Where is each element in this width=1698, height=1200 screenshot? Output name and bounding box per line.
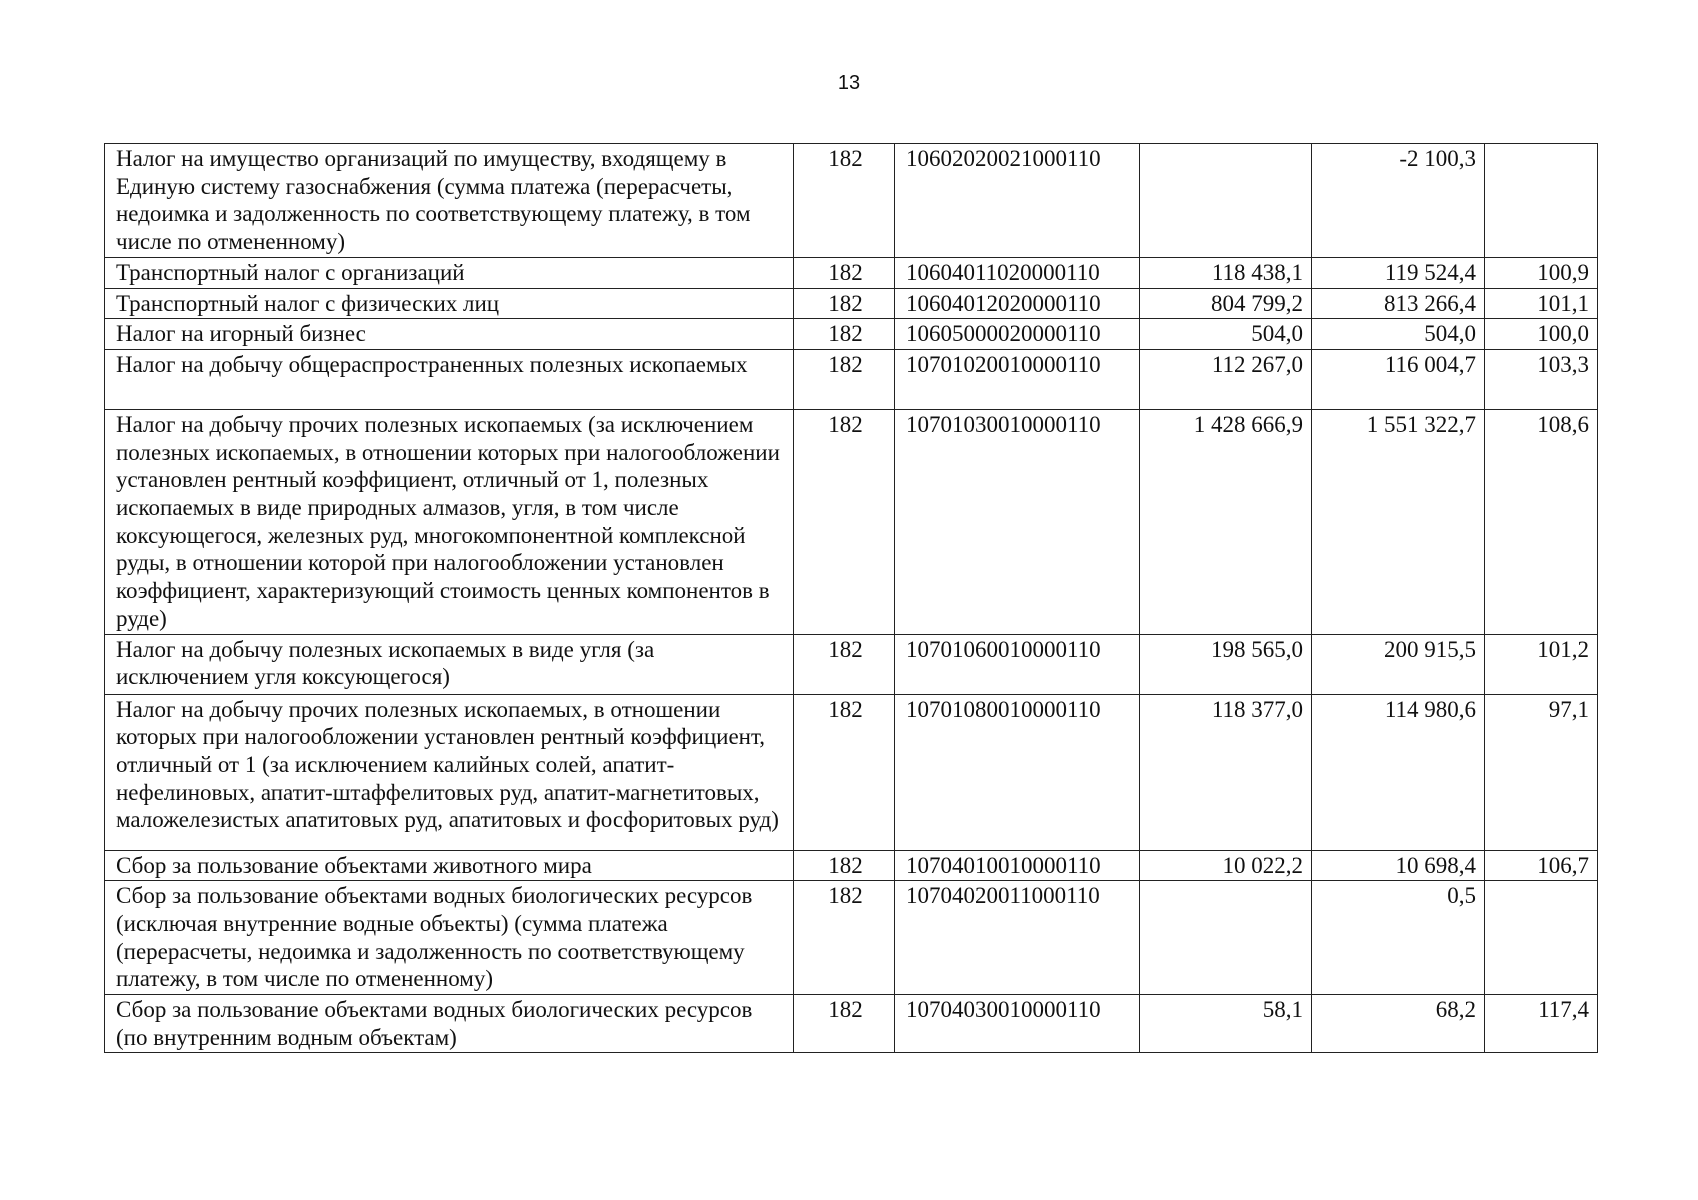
actual-amount-cell: 119 524,4 [1312, 257, 1485, 288]
percent-cell [1485, 144, 1598, 258]
tax-name-cell: Налог на добычу прочих полезных ископаемых (за исключением полезных ископаемых, в отношении которых при налогообложении установлен рентный коэффициент, отличный от 1, полезных ископаемых в виде природных алмазов, угля, в том числе коксующегося, железных руд, многокомпонентной комплексной руды, в отношении которой при налогообложении установлен коэффициент, характеризующий стоимость ценных компонентов в руде) [105, 409, 794, 634]
table-row [105, 349, 1598, 409]
percent-cell: 100,0 [1485, 319, 1598, 350]
admin-code-cell: 182 [794, 144, 895, 258]
plan-amount-cell: 58,1 [1140, 995, 1312, 1053]
actual-amount-cell: 10 698,4 [1312, 850, 1485, 881]
tax-name-cell: Налог на имущество организаций по имуществу, входящему в Единую систему газоснабжения (сумма платежа (перерасчеты, недоимка и задолженность по соответствующему платежу, в том числе по отмененному) [105, 144, 794, 258]
admin-code-cell: 182 [794, 349, 895, 409]
admin-code-cell: 182 [794, 694, 895, 850]
percent-cell: 101,1 [1485, 288, 1598, 319]
actual-amount-cell: 114 980,6 [1312, 694, 1485, 850]
actual-amount-cell: 200 915,5 [1312, 634, 1485, 694]
table-row [105, 288, 1598, 319]
table-row [105, 409, 1598, 634]
budget-code-cell: 10604011020000110 [895, 257, 1140, 288]
table-row [105, 850, 1598, 881]
tax-name-cell: Налог на игорный бизнес [105, 319, 794, 350]
plan-amount-cell: 118 377,0 [1140, 694, 1312, 850]
table-row [105, 694, 1598, 850]
admin-code-cell: 182 [794, 881, 895, 995]
admin-code-cell: 182 [794, 850, 895, 881]
budget-code-cell: 10701030010000110 [895, 409, 1140, 634]
page-number: 13 [837, 72, 861, 94]
budget-code-cell: 10604012020000110 [895, 288, 1140, 319]
percent-cell: 117,4 [1485, 995, 1598, 1053]
budget-code-cell: 10701080010000110 [895, 694, 1140, 850]
plan-amount-cell: 118 438,1 [1140, 257, 1312, 288]
actual-amount-cell: 813 266,4 [1312, 288, 1485, 319]
plan-amount-cell [1140, 144, 1312, 258]
tax-name-cell: Налог на добычу прочих полезных ископаемых, в отношении которых при налогообложении установлен рентный коэффициент, отличный от 1 (за исключением калийных солей, апатит-нефелиновых, апатит-штаффелитовых руд, апатит-магнетитовых, маложелезистых апатитовых руд, апатитовых и фосфоритовых руд) [105, 694, 794, 850]
table-row [105, 144, 1598, 258]
actual-amount-cell: 0,5 [1312, 881, 1485, 995]
actual-amount-cell: 116 004,7 [1312, 349, 1485, 409]
tax-name-cell: Сбор за пользование объектами водных биологических ресурсов (по внутренним водным объектам) [105, 995, 794, 1053]
tax-name-cell: Налог на добычу полезных ископаемых в виде угля (за исключением угля коксующегося) [105, 634, 794, 694]
admin-code-cell: 182 [794, 634, 895, 694]
admin-code-cell: 182 [794, 409, 895, 634]
tax-name-cell: Сбор за пользование объектами животного мира [105, 850, 794, 881]
plan-amount-cell: 504,0 [1140, 319, 1312, 350]
budget-code-cell: 10602020021000110 [895, 144, 1140, 258]
admin-code-cell: 182 [794, 319, 895, 350]
tax-name-cell: Сбор за пользование объектами водных биологических ресурсов (исключая внутренние водные объекты) (сумма платежа (перерасчеты, недоимка и задолженность по соответствующему платежу, в том числе по отмененному) [105, 881, 794, 995]
budget-code-cell: 10704010010000110 [895, 850, 1140, 881]
budget-code-cell: 10605000020000110 [895, 319, 1140, 350]
admin-code-cell: 182 [794, 288, 895, 319]
percent-cell: 106,7 [1485, 850, 1598, 881]
plan-amount-cell: 10 022,2 [1140, 850, 1312, 881]
actual-amount-cell: 504,0 [1312, 319, 1485, 350]
percent-cell: 100,9 [1485, 257, 1598, 288]
percent-cell: 101,2 [1485, 634, 1598, 694]
tax-name-cell: Налог на добычу общераспространенных полезных ископаемых [105, 349, 794, 409]
budget-code-cell: 10701020010000110 [895, 349, 1140, 409]
table-row [105, 634, 1598, 694]
actual-amount-cell: 68,2 [1312, 995, 1485, 1053]
budget-code-cell: 10704020011000110 [895, 881, 1140, 995]
table-row [105, 319, 1598, 350]
plan-amount-cell: 1 428 666,9 [1140, 409, 1312, 634]
table-body [105, 144, 1598, 1053]
percent-cell [1485, 881, 1598, 995]
plan-amount-cell: 804 799,2 [1140, 288, 1312, 319]
revenue-table [104, 143, 1598, 1053]
plan-amount-cell: 198 565,0 [1140, 634, 1312, 694]
plan-amount-cell [1140, 881, 1312, 995]
percent-cell: 103,3 [1485, 349, 1598, 409]
table-row [105, 995, 1598, 1053]
budget-code-cell: 10701060010000110 [895, 634, 1140, 694]
percent-cell: 97,1 [1485, 694, 1598, 850]
actual-amount-cell: 1 551 322,7 [1312, 409, 1485, 634]
tax-name-cell: Транспортный налог с физических лиц [105, 288, 794, 319]
budget-code-cell: 10704030010000110 [895, 995, 1140, 1053]
table-row [105, 257, 1598, 288]
admin-code-cell: 182 [794, 995, 895, 1053]
actual-amount-cell: -2 100,3 [1312, 144, 1485, 258]
percent-cell: 108,6 [1485, 409, 1598, 634]
admin-code-cell: 182 [794, 257, 895, 288]
tax-name-cell: Транспортный налог с организаций [105, 257, 794, 288]
plan-amount-cell: 112 267,0 [1140, 349, 1312, 409]
table-row [105, 881, 1598, 995]
